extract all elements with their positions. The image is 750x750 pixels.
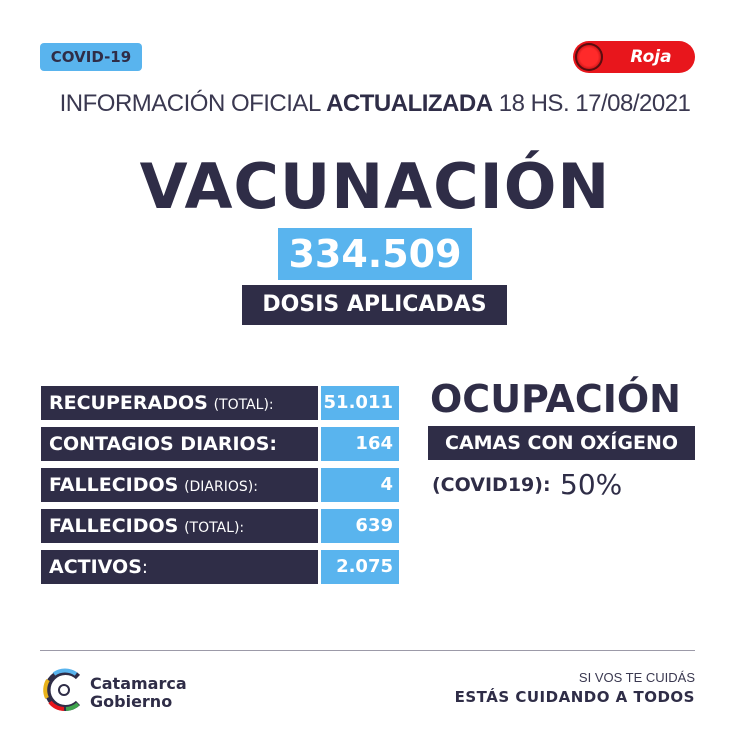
stat-value-box [321,468,399,502]
stat-name: FALLECIDOS [49,515,179,537]
stat-label-box [41,509,318,543]
doses-label-box [242,285,507,325]
update-info-line [0,90,750,118]
slogan-line1: SI VOS TE CUIDÁS [578,670,695,685]
doses-label: DOSIS APLICADAS [262,292,487,317]
stat-value: 51.011 [323,392,393,413]
stat-name: CONTAGIOS DIARIOS [49,433,270,455]
stat-label-box [41,468,318,502]
stat-row-contagios-diarios [41,427,399,461]
slogan-line2: ESTÁS CUIDANDO A TODOS [454,688,695,706]
info-suffix: 18 HS. 17/08/2021 [498,90,691,117]
stat-label-box [41,550,318,584]
doses-number: 334.509 [288,232,462,276]
stat-row-activos [41,550,399,584]
alert-level-label: Roja [630,47,672,67]
footer-divider [40,650,695,651]
red-light-icon [575,43,603,71]
stat-row-recuperados [41,386,399,420]
logo-text-gobierno: Gobierno [90,692,173,711]
info-prefix: INFORMACIÓN OFICIAL [59,90,320,117]
stat-name: RECUPERADOS [49,392,208,414]
logo-text-catamarca: Catamarca [90,674,187,693]
stat-value-box [321,509,399,543]
stat-row-fallecidos-diarios [41,468,399,502]
stat-row-fallecidos-total [41,509,399,543]
info-bold: ACTUALIZADA [326,90,493,117]
stat-label-box [41,427,318,461]
stat-qualifier: (TOTAL): [213,397,274,413]
vaccination-title: VACUNACIÓN [139,150,611,223]
stat-name: ACTIVOS [49,556,142,578]
stat-value-box [321,427,399,461]
stat-qualifier: (TOTAL): [184,520,245,536]
covid-badge: COVID-19 [40,43,142,71]
stat-value: 2.075 [336,556,393,577]
stat-label [49,468,258,502]
occupancy-value: 50% [560,468,623,501]
stat-value-box [321,550,399,584]
stat-qualifier: (DIARIOS): [184,479,258,495]
stat-qualifier: : [141,557,148,578]
stat-name: FALLECIDOS [49,474,179,496]
covid19-label: (COVID19): [432,474,551,496]
doses-number-box [278,228,472,280]
oxygen-beds-box [428,426,695,460]
oxygen-beds-label: CAMAS CON OXÍGENO [445,432,678,454]
stat-label [49,386,274,420]
stat-label [49,550,148,584]
stat-label [49,427,277,461]
stat-value: 164 [355,433,393,454]
stat-label [49,509,244,543]
occupancy-title: OCUPACIÓN [430,377,681,421]
stat-label-box [41,386,318,420]
stat-value: 4 [380,474,393,495]
stat-value-box [321,386,399,420]
stat-qualifier: : [269,433,277,455]
catamarca-logo-icon [42,668,86,712]
stat-value: 639 [355,515,393,536]
alert-level-pill [573,41,695,73]
